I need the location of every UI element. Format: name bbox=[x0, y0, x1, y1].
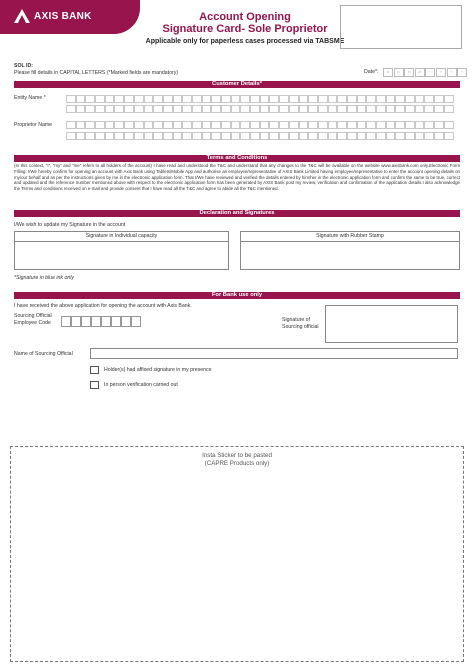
entity-name-char-cell[interactable] bbox=[163, 105, 173, 113]
entity-name-char-cell[interactable] bbox=[386, 105, 396, 113]
proprietor-name-char-cell[interactable] bbox=[260, 132, 270, 140]
proprietor-name-char-cell[interactable] bbox=[163, 121, 173, 129]
entity-name-char-cell[interactable] bbox=[347, 95, 357, 103]
proprietor-name-char-cell[interactable] bbox=[376, 132, 386, 140]
entity-name-char-cell[interactable] bbox=[289, 95, 299, 103]
entity-name-char-cell[interactable] bbox=[260, 105, 270, 113]
entity-name-char-cell[interactable] bbox=[211, 95, 221, 103]
employee-code-char-cell[interactable] bbox=[91, 316, 101, 327]
signature-individual-label: Signature in Individual capacity bbox=[15, 232, 228, 242]
proprietor-name-char-cell[interactable] bbox=[192, 121, 202, 129]
proprietor-name-char-cell[interactable] bbox=[105, 132, 115, 140]
proprietor-name-char-cell[interactable] bbox=[386, 132, 396, 140]
entity-name-char-cell[interactable] bbox=[366, 95, 376, 103]
entity-name-char-cell[interactable] bbox=[192, 95, 202, 103]
brand-name: AXIS BANK bbox=[34, 11, 92, 22]
bank-use-heading: For Bank use only bbox=[14, 292, 460, 299]
entity-name-char-cell[interactable] bbox=[231, 95, 241, 103]
entity-name-char-cell[interactable] bbox=[114, 95, 124, 103]
proprietor-name-char-cell[interactable] bbox=[289, 121, 299, 129]
proprietor-name-char-cell[interactable] bbox=[415, 132, 425, 140]
proprietor-name-char-cell[interactable] bbox=[434, 132, 444, 140]
proprietor-name-char-cell[interactable] bbox=[202, 121, 212, 129]
date-digit-box[interactable]: Y bbox=[457, 68, 467, 77]
entity-name-char-cell[interactable] bbox=[444, 105, 454, 113]
proprietor-name-char-cell[interactable] bbox=[153, 132, 163, 140]
entity-name-char-cell[interactable] bbox=[366, 105, 376, 113]
entity-name-char-cell[interactable] bbox=[211, 105, 221, 113]
declaration-intro: I/We wish to update my Signature in the account bbox=[14, 222, 126, 228]
sourcing-name-field[interactable] bbox=[90, 348, 458, 359]
proprietor-name-char-cell[interactable] bbox=[386, 121, 396, 129]
date-digit-box[interactable]: Y bbox=[447, 68, 457, 77]
proprietor-name-char-cell[interactable] bbox=[308, 121, 318, 129]
employee-code-char-cell[interactable] bbox=[81, 316, 91, 327]
entity-name-char-cell[interactable] bbox=[221, 105, 231, 113]
entity-name-char-cell[interactable] bbox=[66, 95, 76, 103]
sourcing-signature-label-line2: Sourcing official bbox=[282, 324, 319, 330]
entity-name-char-cell[interactable] bbox=[85, 105, 95, 113]
proprietor-name-char-cell[interactable] bbox=[66, 132, 76, 140]
insta-sticker-area bbox=[10, 446, 464, 662]
person-verification-checkbox[interactable] bbox=[90, 381, 99, 389]
entity-name-char-cell[interactable] bbox=[279, 95, 289, 103]
proprietor-name-char-cell[interactable] bbox=[328, 121, 338, 129]
signature-individual-box[interactable] bbox=[14, 231, 229, 270]
proprietor-name-char-cell[interactable] bbox=[308, 132, 318, 140]
signature-stamp-box[interactable] bbox=[240, 231, 460, 270]
entity-name-char-cell[interactable] bbox=[173, 95, 183, 103]
entity-name-char-cell[interactable] bbox=[328, 105, 338, 113]
entity-name-char-cell[interactable] bbox=[386, 95, 396, 103]
entity-name-char-cell[interactable] bbox=[424, 95, 434, 103]
sourcing-name-label: Name of Sourcing Official bbox=[14, 351, 73, 357]
proprietor-name-char-cell[interactable] bbox=[182, 121, 192, 129]
proprietor-name-char-cell[interactable] bbox=[173, 121, 183, 129]
entity-name-char-cell[interactable] bbox=[405, 105, 415, 113]
date-digit-box[interactable]: M bbox=[404, 68, 414, 77]
entity-name-char-cell[interactable] bbox=[357, 95, 367, 103]
entity-name-field-row1[interactable] bbox=[66, 95, 454, 103]
form-title-line2: Signature Card- Sole Proprietor bbox=[162, 23, 328, 35]
signature-stamp-label: Signature with Rubber Stamp bbox=[241, 232, 459, 242]
proprietor-name-char-cell[interactable] bbox=[395, 132, 405, 140]
proprietor-name-char-cell[interactable] bbox=[337, 121, 347, 129]
employee-code-char-cell[interactable] bbox=[131, 316, 141, 327]
proprietor-name-char-cell[interactable] bbox=[85, 132, 95, 140]
entity-name-char-cell[interactable] bbox=[202, 105, 212, 113]
proprietor-name-char-cell[interactable] bbox=[405, 121, 415, 129]
signature-presence-checkbox[interactable] bbox=[90, 366, 99, 374]
proprietor-name-char-cell[interactable] bbox=[395, 121, 405, 129]
proprietor-name-char-cell[interactable] bbox=[357, 132, 367, 140]
axis-logo-icon bbox=[14, 9, 30, 23]
person-verification-label: In person verification carried out bbox=[104, 382, 178, 388]
proprietor-name-char-cell[interactable] bbox=[444, 121, 454, 129]
proprietor-name-char-cell[interactable] bbox=[424, 132, 434, 140]
proprietor-name-char-cell[interactable] bbox=[279, 121, 289, 129]
proprietor-name-char-cell[interactable] bbox=[269, 121, 279, 129]
entity-name-char-cell[interactable] bbox=[415, 105, 425, 113]
sourcing-code-label-line2: Employee Code bbox=[14, 320, 51, 326]
entity-name-char-cell[interactable] bbox=[240, 105, 250, 113]
proprietor-name-char-cell[interactable] bbox=[231, 121, 241, 129]
entity-name-char-cell[interactable] bbox=[134, 105, 144, 113]
entity-name-char-cell[interactable] bbox=[105, 105, 115, 113]
proprietor-name-char-cell[interactable] bbox=[444, 132, 454, 140]
sourcing-signature-box[interactable] bbox=[325, 305, 458, 343]
sticker-line2: (CAPRE Products only) bbox=[204, 460, 270, 467]
proprietor-name-char-cell[interactable] bbox=[279, 132, 289, 140]
proprietor-name-char-cell[interactable] bbox=[240, 121, 250, 129]
entity-name-char-cell[interactable] bbox=[318, 105, 328, 113]
proprietor-name-field-row1[interactable] bbox=[66, 121, 454, 129]
entity-name-char-cell[interactable] bbox=[308, 95, 318, 103]
date-label: Date*: bbox=[364, 69, 379, 75]
entity-name-char-cell[interactable] bbox=[76, 105, 86, 113]
proprietor-name-char-cell[interactable] bbox=[85, 121, 95, 129]
terms-text: (In this context, "I", "my" and "me" refers to all holders of the account) I have read and understood the T&C and understand that any changes to the T&C will be available on the website www.axisbank.com only.Electronic Form Filling: I/We hereby confirm for opening an account with Axis Bank using Tablets/Mobile App and authorise an employee/representative of AXIS Bank Limited having employee/representative to enter the account opening details on my/our behalf and as per the instructions given by me in the electronic application form. That I/We have reviewed and verified the details entered by him/her in the electronic application form and confirm the same to be true, correct and updated and the reference number mentioned above with respect to the electronic application form has been generated by AXIS Bank post my review, verification and confirmation of the application details.I also acknowledge the Terms and conditions received on e-mail and provide consent that I have read all the T&C and agree to abide all the T&C mentioned. bbox=[14, 163, 460, 192]
entity-name-char-cell[interactable] bbox=[240, 95, 250, 103]
proprietor-name-char-cell[interactable] bbox=[424, 121, 434, 129]
proprietor-name-char-cell[interactable] bbox=[347, 132, 357, 140]
proprietor-name-char-cell[interactable] bbox=[211, 132, 221, 140]
entity-name-char-cell[interactable] bbox=[76, 95, 86, 103]
proprietor-name-char-cell[interactable] bbox=[192, 132, 202, 140]
proprietor-name-char-cell[interactable] bbox=[357, 121, 367, 129]
proprietor-name-char-cell[interactable] bbox=[124, 132, 134, 140]
proprietor-name-char-cell[interactable] bbox=[260, 121, 270, 129]
entity-name-char-cell[interactable] bbox=[444, 95, 454, 103]
entity-name-char-cell[interactable] bbox=[376, 105, 386, 113]
date-digit-box[interactable]: D bbox=[383, 68, 393, 77]
date-digit-box[interactable]: M bbox=[415, 68, 425, 77]
entity-name-char-cell[interactable] bbox=[134, 95, 144, 103]
proprietor-name-char-cell[interactable] bbox=[76, 132, 86, 140]
proprietor-name-char-cell[interactable] bbox=[105, 121, 115, 129]
proprietor-name-char-cell[interactable] bbox=[318, 121, 328, 129]
entity-name-char-cell[interactable] bbox=[153, 105, 163, 113]
employee-code-char-cell[interactable] bbox=[121, 316, 131, 327]
employee-code-char-cell[interactable] bbox=[61, 316, 71, 327]
customer-details-heading: Customer Details* bbox=[14, 81, 460, 88]
proprietor-name-char-cell[interactable] bbox=[299, 132, 309, 140]
proprietor-name-field-row2[interactable] bbox=[66, 132, 454, 140]
sol-id-label: SOL ID: bbox=[14, 63, 33, 69]
entity-name-char-cell[interactable] bbox=[308, 105, 318, 113]
entity-name-char-cell[interactable] bbox=[144, 105, 154, 113]
form-title-line1: Account Opening bbox=[199, 11, 291, 23]
entity-name-char-cell[interactable] bbox=[376, 95, 386, 103]
proprietor-name-char-cell[interactable] bbox=[114, 121, 124, 129]
proprietor-name-char-cell[interactable] bbox=[134, 121, 144, 129]
proprietor-name-char-cell[interactable] bbox=[66, 121, 76, 129]
entity-name-char-cell[interactable] bbox=[405, 95, 415, 103]
proprietor-name-char-cell[interactable] bbox=[289, 132, 299, 140]
entity-name-char-cell[interactable] bbox=[221, 95, 231, 103]
entity-name-char-cell[interactable] bbox=[124, 95, 134, 103]
entity-name-char-cell[interactable] bbox=[66, 105, 76, 113]
date-digit-box[interactable]: D bbox=[394, 68, 404, 77]
proprietor-name-char-cell[interactable] bbox=[366, 121, 376, 129]
entity-name-char-cell[interactable] bbox=[357, 105, 367, 113]
proprietor-name-char-cell[interactable] bbox=[95, 121, 105, 129]
proprietor-name-char-cell[interactable] bbox=[221, 121, 231, 129]
proprietor-name-char-cell[interactable] bbox=[124, 121, 134, 129]
entity-name-char-cell[interactable] bbox=[153, 95, 163, 103]
entity-name-char-cell[interactable] bbox=[337, 95, 347, 103]
entity-name-char-cell[interactable] bbox=[163, 95, 173, 103]
entity-name-char-cell[interactable] bbox=[347, 105, 357, 113]
entity-name-char-cell[interactable] bbox=[114, 105, 124, 113]
proprietor-name-char-cell[interactable] bbox=[134, 132, 144, 140]
proprietor-name-char-cell[interactable] bbox=[144, 121, 154, 129]
proprietor-name-char-cell[interactable] bbox=[221, 132, 231, 140]
employee-code-char-cell[interactable] bbox=[71, 316, 81, 327]
sourcing-signature-label-line1: Signature of bbox=[282, 317, 310, 323]
proprietor-name-char-cell[interactable] bbox=[366, 132, 376, 140]
proprietor-name-char-cell[interactable] bbox=[163, 132, 173, 140]
proprietor-name-char-cell[interactable] bbox=[211, 121, 221, 129]
entity-name-char-cell[interactable] bbox=[269, 105, 279, 113]
entity-name-char-cell[interactable] bbox=[289, 105, 299, 113]
entity-name-char-cell[interactable] bbox=[95, 105, 105, 113]
entity-name-char-cell[interactable] bbox=[434, 95, 444, 103]
entity-name-field-row2[interactable] bbox=[66, 105, 454, 113]
entity-name-char-cell[interactable] bbox=[173, 105, 183, 113]
date-digit-box[interactable]: Y bbox=[425, 68, 435, 77]
terms-heading: Terms and Conditions bbox=[14, 155, 460, 162]
date-digit-box[interactable]: Y bbox=[436, 68, 446, 77]
signature-presence-label: Holder(s) had affixed signature in my presence bbox=[104, 367, 212, 373]
entity-name-char-cell[interactable] bbox=[395, 105, 405, 113]
sourcing-code-field[interactable] bbox=[61, 316, 141, 327]
capital-letters-instruction: Please fill details in CAPITAL LETTERS (*Marked fields are mandatory) bbox=[14, 70, 179, 76]
sourcing-code-label-line1: Sourcing Official bbox=[14, 313, 52, 319]
proprietor-name-char-cell[interactable] bbox=[76, 121, 86, 129]
entity-name-char-cell[interactable] bbox=[250, 95, 260, 103]
proprietor-name-char-cell[interactable] bbox=[153, 121, 163, 129]
entity-name-char-cell[interactable] bbox=[182, 105, 192, 113]
received-statement: I have received the above application for opening the account with Axis Bank. bbox=[14, 303, 192, 309]
entity-name-char-cell[interactable] bbox=[202, 95, 212, 103]
entity-name-char-cell[interactable] bbox=[182, 95, 192, 103]
declaration-heading: Declaration and Signatures bbox=[14, 210, 460, 217]
proprietor-name-char-cell[interactable] bbox=[250, 121, 260, 129]
entity-name-char-cell[interactable] bbox=[269, 95, 279, 103]
proprietor-name-char-cell[interactable] bbox=[405, 132, 415, 140]
entity-name-char-cell[interactable] bbox=[395, 95, 405, 103]
date-field[interactable] bbox=[383, 68, 468, 77]
blue-ink-note: *Signature in blue ink only bbox=[14, 275, 74, 281]
proprietor-name-char-cell[interactable] bbox=[415, 121, 425, 129]
proprietor-name-char-cell[interactable] bbox=[299, 121, 309, 129]
proprietor-name-char-cell[interactable] bbox=[347, 121, 357, 129]
proprietor-name-char-cell[interactable] bbox=[202, 132, 212, 140]
proprietor-name-char-cell[interactable] bbox=[337, 132, 347, 140]
header-blank-box bbox=[340, 5, 462, 49]
entity-name-char-cell[interactable] bbox=[434, 105, 444, 113]
entity-name-char-cell[interactable] bbox=[144, 95, 154, 103]
proprietor-name-char-cell[interactable] bbox=[95, 132, 105, 140]
entity-name-label: Entity Name * bbox=[14, 95, 46, 101]
proprietor-name-char-cell[interactable] bbox=[328, 132, 338, 140]
form-subtitle: Applicable only for paperless cases processed via TABSME bbox=[145, 38, 345, 45]
entity-name-char-cell[interactable] bbox=[85, 95, 95, 103]
entity-name-char-cell[interactable] bbox=[318, 95, 328, 103]
employee-code-char-cell[interactable] bbox=[101, 316, 111, 327]
sticker-line1: Insta Sticker to be pasted bbox=[202, 452, 272, 459]
proprietor-name-char-cell[interactable] bbox=[269, 132, 279, 140]
proprietor-name-char-cell[interactable] bbox=[376, 121, 386, 129]
entity-name-char-cell[interactable] bbox=[260, 95, 270, 103]
entity-name-char-cell[interactable] bbox=[231, 105, 241, 113]
proprietor-name-char-cell[interactable] bbox=[144, 132, 154, 140]
entity-name-char-cell[interactable] bbox=[424, 105, 434, 113]
proprietor-name-char-cell[interactable] bbox=[250, 132, 260, 140]
entity-name-char-cell[interactable] bbox=[299, 95, 309, 103]
entity-name-char-cell[interactable] bbox=[415, 95, 425, 103]
entity-name-char-cell[interactable] bbox=[328, 95, 338, 103]
entity-name-char-cell[interactable] bbox=[299, 105, 309, 113]
proprietor-name-char-cell[interactable] bbox=[318, 132, 328, 140]
proprietor-name-char-cell[interactable] bbox=[240, 132, 250, 140]
entity-name-char-cell[interactable] bbox=[124, 105, 134, 113]
proprietor-name-label: Proprietor Name bbox=[14, 122, 53, 128]
proprietor-name-char-cell[interactable] bbox=[182, 132, 192, 140]
proprietor-name-char-cell[interactable] bbox=[231, 132, 241, 140]
proprietor-name-char-cell[interactable] bbox=[114, 132, 124, 140]
entity-name-char-cell[interactable] bbox=[192, 105, 202, 113]
entity-name-char-cell[interactable] bbox=[279, 105, 289, 113]
entity-name-char-cell[interactable] bbox=[250, 105, 260, 113]
proprietor-name-char-cell[interactable] bbox=[434, 121, 444, 129]
entity-name-char-cell[interactable] bbox=[105, 95, 115, 103]
proprietor-name-char-cell[interactable] bbox=[173, 132, 183, 140]
entity-name-char-cell[interactable] bbox=[337, 105, 347, 113]
employee-code-char-cell[interactable] bbox=[111, 316, 121, 327]
entity-name-char-cell[interactable] bbox=[95, 95, 105, 103]
